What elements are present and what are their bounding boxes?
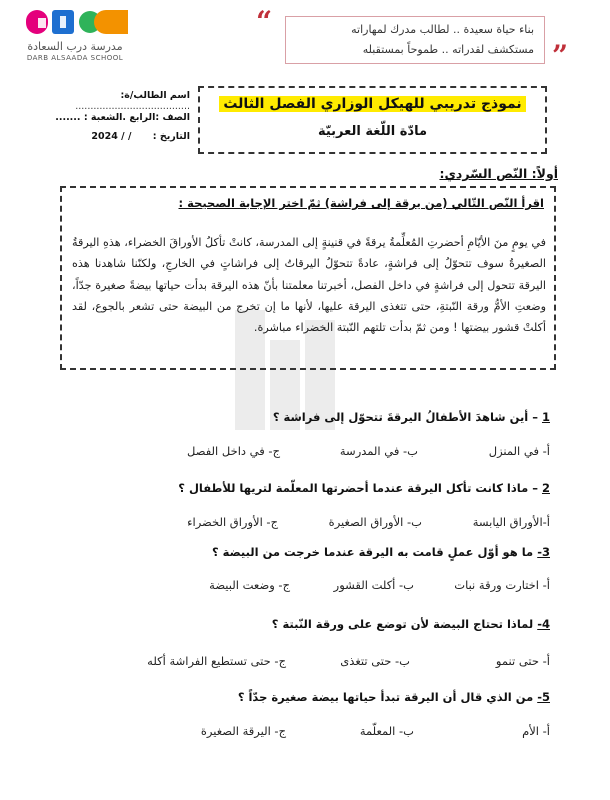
date-row: [30, 131, 190, 142]
student-name-label: اسم الطالب/ة:: [120, 90, 190, 101]
school-name-english: DARB ALSAADA SCHOOL: [26, 54, 124, 62]
grade-label: الصف :الرابع .الشعبة : .......: [55, 112, 190, 123]
open-quote-icon: “: [256, 5, 273, 38]
q4-option-b[interactable]: ب- حتى تتغذى: [340, 654, 410, 668]
q5-option-a[interactable]: أ- الأم: [522, 724, 550, 738]
motto-line-1: بناء حياة سعيدة .. لطالب مدرك لمهاراته: [351, 23, 534, 36]
motto-line-2: مستكشف لقدراته .. طموحاً بمستقبله: [362, 43, 534, 56]
q4-option-a[interactable]: أ- حتى تنمو: [495, 654, 550, 668]
passage-box: [60, 186, 556, 370]
q1-option-a[interactable]: أ- في المنزل: [488, 444, 550, 458]
question-3: [50, 545, 550, 559]
student-name-row: [30, 90, 190, 112]
q5-option-b[interactable]: ب- المعلّمة: [359, 724, 414, 738]
question-1: [50, 410, 550, 424]
question-number: 2: [541, 481, 550, 495]
reading-instruction: اقرأ النّص التّالي (من يرقة إلى فراشة) ثمّ اختر الإجابة الصحيحة :: [178, 196, 544, 210]
question-text: – ماذا كانت تأكل اليرقة عندما أحضرتها المعلّمة لتريها للأطفال ؟: [178, 481, 538, 495]
question-number: 4-: [537, 617, 550, 631]
exam-title: نموذج تدريبي للهيكل الوزاري الفصل الثالث: [200, 96, 545, 112]
question-text: ما هو أوّل عملٍ قامت به اليرقة عندما خرجت من البيضة ؟: [211, 545, 534, 559]
close-quote-icon: ”: [552, 39, 569, 72]
q1-option-b[interactable]: ب- في المدرسة: [339, 444, 418, 458]
question-2: [50, 481, 550, 495]
question-number: 3-: [537, 545, 550, 559]
q3-option-c[interactable]: ج- وضعت البيضة: [209, 578, 290, 592]
student-name-dots: ......................................: [75, 101, 190, 112]
question-number: 5-: [537, 690, 550, 704]
subject-title: مادّة اللّغة العربيّة: [317, 124, 428, 139]
date-label: التاريخ :: [152, 131, 190, 142]
question-number: 1: [541, 410, 550, 424]
motto-box: [285, 16, 545, 64]
question-text: لماذا تحتاج البيضة لأن توضع على ورقة النّبتة ؟: [271, 617, 534, 631]
q3-option-b[interactable]: ب- أكلت القشور: [333, 578, 414, 592]
question-4: [50, 617, 550, 631]
section-heading: أولاً: النّص السّردي:: [439, 166, 558, 181]
reading-passage: في يومٍ منَ الأيّامِ أحضرتِ المُعلِّمةُ يرقةً في قنينةٍ إلى المدرسة، كانتْ تأكلُ الأوراقَ الخضراء، هذهِ اليرقةُ الصغيرةُ سوف تتحوّلُ إلى فراشةٍ، عادةً تتحوّلُ اليرقاتُ إلى فراشاتٍ في الخارجِ، ولكنّنا شاهدنا هذه اليرقة تتحول إلى فراشةٍ في داخل الفصل، أخبرتنا معلمتنا بأنّ هذه اليرقة بدأت حياتها بيضةً صغيرة جدّاً، وضعتِ الأمُّ ورقة النّبتةِ، حتى تتغذى اليرقة عليها، لأنها ما إن تخرج من البيضة حتى تشعر بالجوع، لقد أكلتْ قشور بيضتها ! ومن ثمّ بدأت تلتهم النّبتة الخضراء مباشرة.: [72, 236, 546, 335]
question-text: من الذي قال أن اليرقة تبدأ حياتها بيضة صغيرة جدّاً ؟: [237, 690, 534, 704]
school-name-arabic: مدرسة درب السعادة: [27, 40, 123, 53]
q2-option-b[interactable]: ب- الأوراق الصغيرة: [328, 515, 422, 529]
title-box: [198, 86, 547, 154]
q2-option-c[interactable]: ج- الأوراق الخضراء: [187, 515, 278, 529]
q5-option-c[interactable]: ج- اليرقة الصغيرة: [200, 724, 286, 738]
question-5: [50, 690, 550, 704]
q3-option-a[interactable]: أ- اختارت ورقة نبات: [454, 578, 550, 592]
question-text: – أين شاهدَ الأطفالُ اليرقةَ تتحوّل إلى فراشة ؟: [272, 410, 538, 424]
q1-option-c[interactable]: ج- في داخل الفصل: [187, 444, 280, 458]
q4-option-c[interactable]: ج- حتى تستطيع الفراشة أكله: [147, 654, 286, 668]
q2-option-a[interactable]: أ-الأوراق اليابسة: [472, 515, 550, 529]
date-value: / / 2024: [91, 131, 132, 142]
